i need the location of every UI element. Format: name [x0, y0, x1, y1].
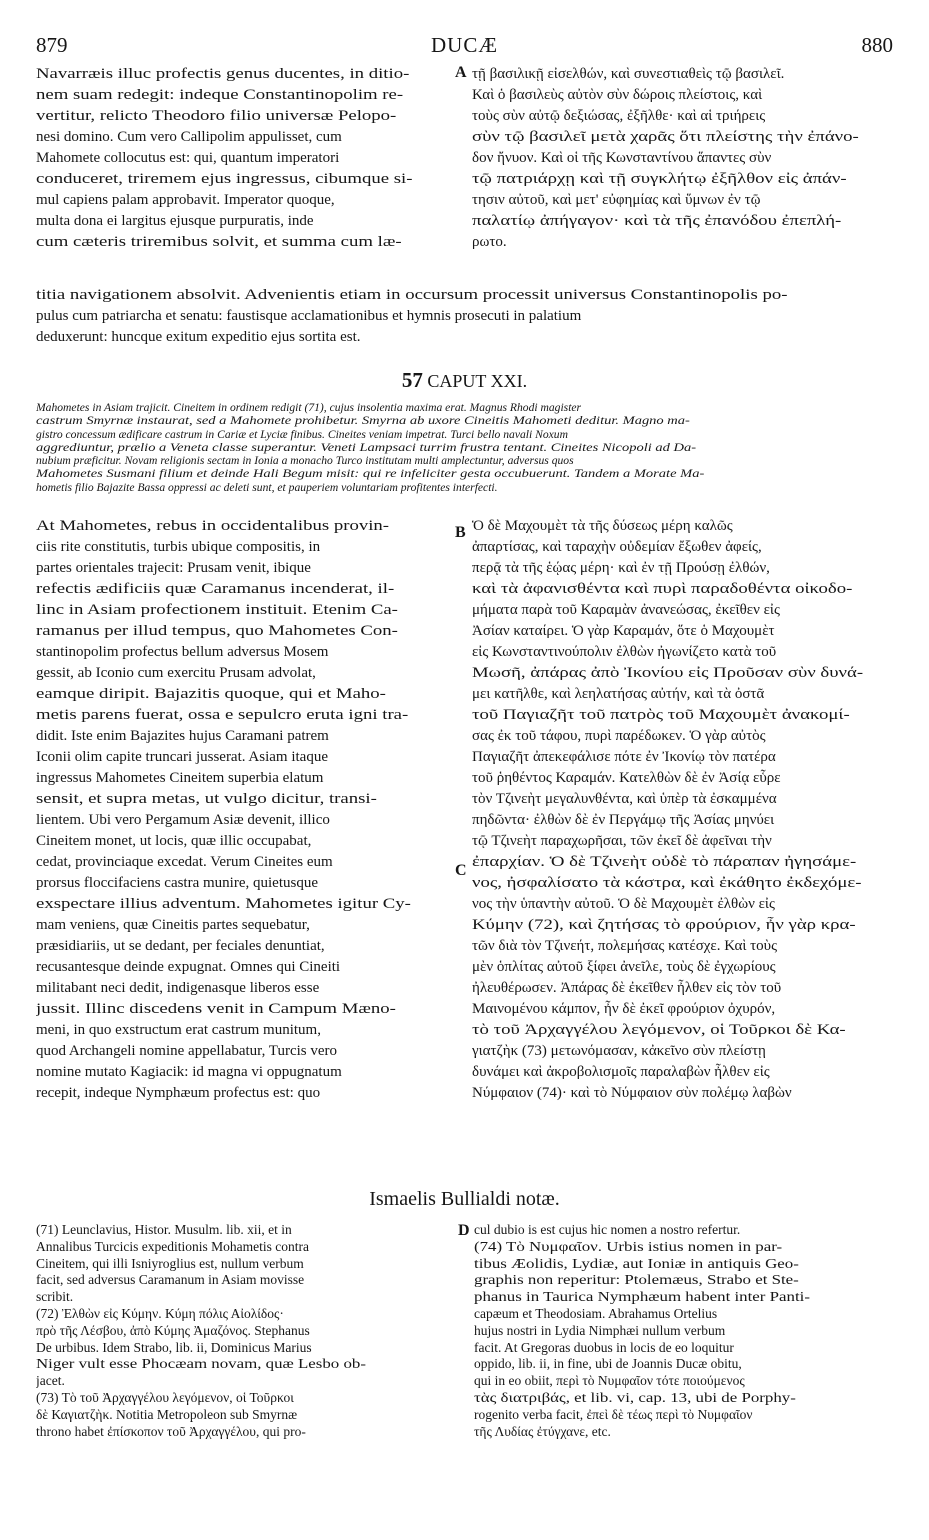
text-line: At Mahometes, rebus in occidentalibus provin- — [36, 518, 390, 534]
greek-column-main — [472, 516, 893, 1104]
chapter-number: 57 — [401, 368, 423, 392]
text-line: δον ἤνυον. Καὶ οἱ τῆς Κωνσταντίνου ἅπαντες σὺν — [472, 150, 772, 166]
text-line: τῷ Τζινεὴτ παραχωρῆσαι, τῶν ἐκεῖ δὲ ἀφεῖναι τὴν — [472, 833, 772, 849]
margin-marker-d: D — [458, 1222, 470, 1239]
text-line: scribit. — [36, 1289, 74, 1305]
running-header — [36, 33, 893, 59]
text-line: Μωσῆ, ἀπάρας ἀπὸ Ἰκονίου εἰς Προῦσαν σὺν δυνά- — [472, 665, 864, 681]
text-line: ἐπαρχίαν. Ὁ δὲ Τζινεὴτ οὐδὲ τὸ πάραπαν ἠγησάμε- — [472, 854, 857, 870]
text-line: mam veniens, quæ Cineitis partes sequebatur, — [36, 917, 310, 933]
text-line: παλατίῳ ἀπήγαγον· καὶ τὰ τῆς ἐπανόδου ἐπεπλή- — [472, 213, 842, 229]
text-line: ramanus per illud tempus, quo Mahometes Con- — [36, 623, 398, 639]
text-line: aggrediuntur, prælio a Veneta classe superantur. Veneti Lampsaci turrim frustra tentant. Cineites Nicopoli ad Da- — [36, 440, 697, 454]
text-line: Παγιαζῆτ ἀπεκεφάλισε πότε ἐν Ἰκονίῳ τὸν πατέρα — [472, 749, 776, 765]
text-line: σας ἐκ τοῦ τάφου, πυρὶ παρέδωκεν. Ὁ γὰρ αὐτὸς — [472, 728, 766, 744]
text-line: facit, sed adversus Caramanum in Asiam movisse — [36, 1272, 305, 1288]
text-line: didit. Iste enim Bajazites hujus Caramani patrem — [36, 728, 329, 744]
text-line: lientem. Ubi vero Pergamum Asiæ devenit, illico — [36, 812, 330, 828]
text-line: tibus Æolidis, Lydiæ, aut Ioniæ in antiquis Geo- — [474, 1255, 799, 1271]
text-line: εἰς Κωνσταντινούπολιν ἐλθὼν ἠγωνίζετο κατὰ τοῦ — [472, 644, 777, 660]
margin-marker-b: B — [455, 524, 466, 541]
text-line: throno habet ἐπίσκοπον τοῦ Ἀρχαγγέλου, qui pro- — [36, 1423, 306, 1439]
text-line: cedat, provinciaque excedat. Verum Cineites eum — [36, 854, 333, 870]
text-line: (71) Leunclavius, Histor. Musulm. lib. xii, et in — [36, 1222, 292, 1237]
text-line: Annalibus Turcicis expeditionis Mohametis contra — [36, 1238, 309, 1254]
text-line: (73) Τὸ τοῦ Ἀρχαγγέλου λεγόμενον, οἱ Τοῦρκοι — [36, 1389, 294, 1405]
text-line: castrum Smyrnæ instaurat, sed a Mahomete prohibetur. Smyrna ab uxore Cineitis Mahometi deditur. Magno ma- — [36, 414, 690, 428]
chapter-summary — [36, 401, 893, 494]
text-line: πηδῶντα· ἐλθὼν δὲ ἐν Περγάμῳ τῆς Ἀσίας μηνύει — [472, 812, 775, 828]
text-line: (74) Τὸ Νυμφαῖον. Urbis istius nomen in par- — [474, 1238, 783, 1254]
text-line: cul dubio is est cujus hic nomen a nostro refertur. — [474, 1222, 741, 1237]
text-line: capæum et Theodosiam. Abrahamus Ortelius — [474, 1305, 718, 1321]
text-line: recusantesque deinde expugnat. Omnes qui Cineiti — [36, 959, 341, 975]
text-line: Cineitem, qui illi Isniyroglius est, nullum verbum — [36, 1255, 304, 1271]
text-line: Καὶ ὁ βασιλεὺς αὐτὸν σὺν δώροις πλείστοις, καὶ — [472, 87, 763, 103]
text-line: μει κατῆλθε, καὶ λεηλατήσας αὐτήν, καὶ τὰ ὀστᾶ — [472, 686, 765, 702]
text-line: τοῦ Παγιαζῆτ τοῦ πατρὸς τοῦ Μαχουμὲτ ἀνακομί- — [472, 707, 850, 723]
text-line: hujus nostri in Lydia Nimphæi nullum verbum — [474, 1322, 726, 1338]
text-line: ciis rite constitutis, turbis ubique compositis, in — [36, 539, 321, 555]
text-line: nesi domino. Cum vero Callipolim appulisset, cum — [36, 129, 342, 145]
text-line: δυνάμει καὶ ἀκροβολισμοῖς παραλαβὼν ἦλθεν εἰς — [472, 1064, 770, 1080]
text-line: eamque diripit. Bajazitis quoque, qui et Maho- — [36, 686, 386, 702]
text-line: Μαινομένου κάμπον, ἦν δὲ ἐκεῖ φρούριον ὀχυρόν, — [472, 1001, 776, 1017]
text-line: vertitur, relicto Theodoro filio universæ Pelopo- — [36, 108, 397, 124]
text-line: nem suam redegit: indeque Constantinopolim re- — [36, 87, 404, 103]
text-line: oppido, lib. ii, in fine, ubi de Joannis Ducæ obitu, — [474, 1356, 742, 1372]
text-line: meni, in quo exstructum erat castrum munitum, — [36, 1022, 321, 1038]
text-line: Niger vult esse Phocæam novam, quæ Lesbo ob- — [36, 1356, 366, 1372]
text-line: linc in Asiam profectionem instituit. Etenim Ca- — [36, 602, 398, 618]
running-title: DUCÆ — [430, 33, 498, 57]
text-line: τοῦ ῥηθέντος Καραμάν. Κατελθὼν δὲ ἐν Ἀσίᾳ εὗρε — [472, 770, 781, 786]
margin-marker-c: C — [455, 862, 467, 879]
text-line: μήματα παρὰ τοῦ Καραμὰν ἀνανεώσας, ἐκεῖθεν εἰς — [472, 602, 780, 618]
text-line: rogenito verba facit, ἐπεὶ δὲ τέως περὶ τὸ Νυμφαῖον — [474, 1406, 753, 1422]
text-line: Ἀσίαν καταίρει. Ὁ γὰρ Καραμάν, ὅτε ὁ Μαχουμὲτ — [472, 623, 775, 639]
text-line: militabant neci dedit, indigenasque liberos esse — [36, 980, 320, 996]
text-line: deduxerunt: huncque exitum expeditio ejus sortita est. — [36, 329, 361, 345]
text-line: titia navigationem absolvit. Advenientis etiam in occursum processit universus Constantinopolis po- — [36, 287, 788, 303]
text-line: καὶ τὰ ἀφανισθέντα καὶ πυρὶ παραδοθέντα οἰκοδο- — [472, 581, 853, 597]
text-line: metis parens fuerat, ossa e sepulcro eruta igni tra- — [36, 707, 409, 723]
text-line: τὰς διατριβάς, et lib. vi, cap. 13, ubi de Porphy- — [474, 1389, 796, 1405]
text-line: Cineitem monet, ut locis, quæ illic occupabat, — [36, 833, 312, 849]
text-line: mul capiens palam approbavit. Imperator quoque, — [36, 192, 335, 208]
text-line: quod Archangeli nomine appellabatur, Turcis vero — [36, 1043, 338, 1059]
text-line: τῶν διὰ τὸν Τζινεήτ, πολεμήσας κατέσχε. Καὶ τοὺς — [472, 938, 778, 954]
text-line: partes orientales trajecit: Prusam venit, ibique — [36, 560, 311, 576]
text-line: graphis non reperitur: Ptolemæus, Strabo et Ste- — [474, 1272, 799, 1288]
text-line: nubium præficitur. Novam religionis sectam in Ionia a monacho Turco institutam multi amplectuntur, adversus quos — [36, 454, 574, 468]
text-line: ρωτο. — [472, 234, 507, 250]
text-line: νος, ἠσφαλίσατο τὰ κάστρα, καὶ ἐκάθητο ἐκδεχόμε- — [472, 875, 862, 891]
notes-right-column — [474, 1222, 893, 1440]
text-line: γιατζὴκ (73) μετωνόμασαν, κἀκεῖνο σὺν πλείστῃ — [472, 1043, 766, 1059]
text-line: qui in eo obiit, περὶ τὸ Νυμφαῖον τότε ποιούμενος — [474, 1373, 745, 1389]
text-line: ἠλευθέρωσεν. Ἀπάρας δὲ ἐκεῖθεν ἦλθεν εἰς τὸν τοῦ — [472, 980, 782, 996]
text-line: prorsus floccifaciens castra munire, quietusque — [36, 875, 318, 891]
text-line: Navarræis illuc profectis genus ducentes, in ditio- — [36, 66, 410, 82]
text-line: ingressus Mahometes Cineitem superbia elatum — [36, 770, 324, 786]
text-line: præsidiariis, ut se dedant, per feciales denuntiat, — [36, 938, 325, 954]
text-line: τῷ πατριάρχῃ καὶ τῇ συγκλήτῳ ἐξῆλθον εἰς ἀπάν- — [472, 171, 847, 187]
text-line: μὲν ὁπλίτας αὐτοῦ ξίφει ἀνεῖλε, τοὺς δὲ ἐγχωρίους — [472, 959, 776, 975]
text-line: sensit, et supra metas, ut vulgo dicitur, transi- — [36, 791, 377, 807]
notes-heading: Ismaelis Bullialdi notæ. — [369, 1188, 560, 1210]
text-line: Mahometes in Asiam trajicit. Cineitem in ordinem redigit (71), cujus insolentia maxima erat. Magnus Rhodi magister — [36, 401, 582, 414]
text-line: Νύμφαιον (74)· καὶ τὸ Νύμφαιον σὺν πολέμῳ λαβὼν — [472, 1085, 792, 1101]
text-line: πρὸ τῆς Λέσβου, ἀπὸ Κύμης Ἀμαζόνος. Stephanus — [36, 1322, 310, 1338]
text-line: multa dona ei largitus ejusque purpuratis, inde — [36, 213, 314, 229]
text-line: nomine mutato Kagiacik: id magna vi oppugnatum — [36, 1064, 342, 1080]
text-line: pulus cum patriarcha et senatu: faustisque acclamationibus et hymnis prosecuti in palatium — [36, 308, 582, 324]
left-page-number: 879 — [36, 33, 68, 57]
text-line: τῆς Λυδίας ἐτύγχανε, etc. — [474, 1423, 611, 1439]
text-line: gessit, ab Iconio cum exercitu Prusam advolat, — [36, 665, 316, 681]
text-line: τὸν Τζινεὴτ μεγαλυνθέντα, καὶ ὑπὲρ τὰ ἐσκαμμένα — [472, 791, 777, 807]
notes-left-column — [36, 1222, 456, 1440]
margin-marker-a: A — [455, 64, 467, 81]
latin-column-main — [36, 516, 456, 1104]
text-line: τησιν αὐτοῦ, καὶ μετ' εὐφημίας καὶ ὕμνων ἐν τῷ — [472, 192, 761, 208]
text-line: νος τὴν ὑπαντὴν αὐτοῦ. Ὁ δὲ Μαχουμὲτ ἐλθὼν εἰς — [472, 896, 775, 912]
text-line: Iconii olim capite truncari jusserat. Asiam itaque — [36, 749, 328, 765]
text-line: De urbibus. Idem Strabo, lib. ii, Dominicus Marius — [36, 1339, 312, 1355]
text-line: Ὁ δὲ Μαχουμὲτ τὰ τῆς δύσεως μέρη καλῶς — [472, 518, 733, 534]
text-line: τοὺς σὺν αὐτῷ δεξιώσας, ἐξῆλθε· καὶ αἱ τριήρεις — [472, 108, 766, 124]
greek-column-top — [472, 64, 893, 253]
chapter-heading — [0, 368, 929, 393]
text-line: σὺν τῷ βασιλεῖ μετὰ χαρᾶς ὅτι πλείστης τὴν ἐπάνο- — [472, 129, 859, 145]
text-line: recepit, indeque Nymphæum profectus est: quo — [36, 1085, 321, 1101]
text-line: refectis ædificiis quæ Caramanus incenderat, il- — [36, 581, 395, 597]
text-line: exspectare illius adventum. Mahometes igitur Cy- — [36, 896, 411, 912]
text-line: phanus in Taurica Nymphæum habent inter Panti- — [474, 1289, 810, 1305]
text-line: περᾷ τὰ τῆς ἑῴας μέρη· καὶ ἐν τῇ Προύσῃ ἐλθών, — [472, 560, 770, 576]
text-line: τὸ τοῦ Ἀρχαγγέλου λεγόμενον, οἱ Τοῦρκοι δὲ Κα- — [472, 1022, 846, 1038]
text-line: jacet. — [36, 1373, 65, 1389]
text-line: facit. At Gregoras duobus in locis de eo loquitur — [474, 1339, 734, 1355]
text-line: gistro concessum ædificare castrum in Cariæ et Lyciæ finibus. Cineites veniam impetrat. Turci bello navali Noxum — [36, 427, 568, 441]
text-line: stantinopolim profectus bellum adversus Mosem — [36, 644, 329, 660]
text-line: hometis filio Bajazite Bassa oppressi ac deleti sunt, et pauperiem voluntariam profitentes interfecti. — [36, 480, 498, 494]
text-line: conduceret, triremem ejus ingressus, cibumque si- — [36, 171, 413, 187]
latin-full-width-text — [36, 285, 893, 348]
text-line: Mahometes Susmani filium et deinde Hali Begum misit: qui re infeliciter gesta occubuerunt. Tandem a Morate Ma- — [36, 467, 705, 481]
text-line: δὲ Καγιατζὴκ. Notitia Metropoleon sub Smyrnæ — [36, 1406, 298, 1422]
text-line: Mahomete collocutus est: qui, quantum imperatori — [36, 150, 340, 166]
text-line: ἀπαρτίσας, καὶ ταραχὴν οὐδεμίαν ἔξωθεν ἀφείς, — [472, 539, 762, 555]
text-line: τῇ βασιλικῇ εἰσελθών, καὶ συνεστιαθεὶς τῷ βασιλεῖ. — [472, 66, 785, 82]
text-line: cum cæteris triremibus solvit, et summa cum læ- — [36, 234, 402, 250]
latin-column-top — [36, 64, 456, 253]
text-line: jussit. Illinc discedens venit in Campum Mæno- — [36, 1001, 396, 1017]
right-page-number: 880 — [861, 33, 893, 57]
text-line: (72) Ἐλθὼν εἰς Κύμην. Κύμη πόλις Αἰολίδος· — [36, 1305, 284, 1321]
chapter-title: CAPUT XXI. — [427, 371, 528, 391]
text-line: Κύμην (72), καὶ ζητήσας τὸ φρούριον, ἦν γὰρ κρα- — [472, 917, 856, 933]
